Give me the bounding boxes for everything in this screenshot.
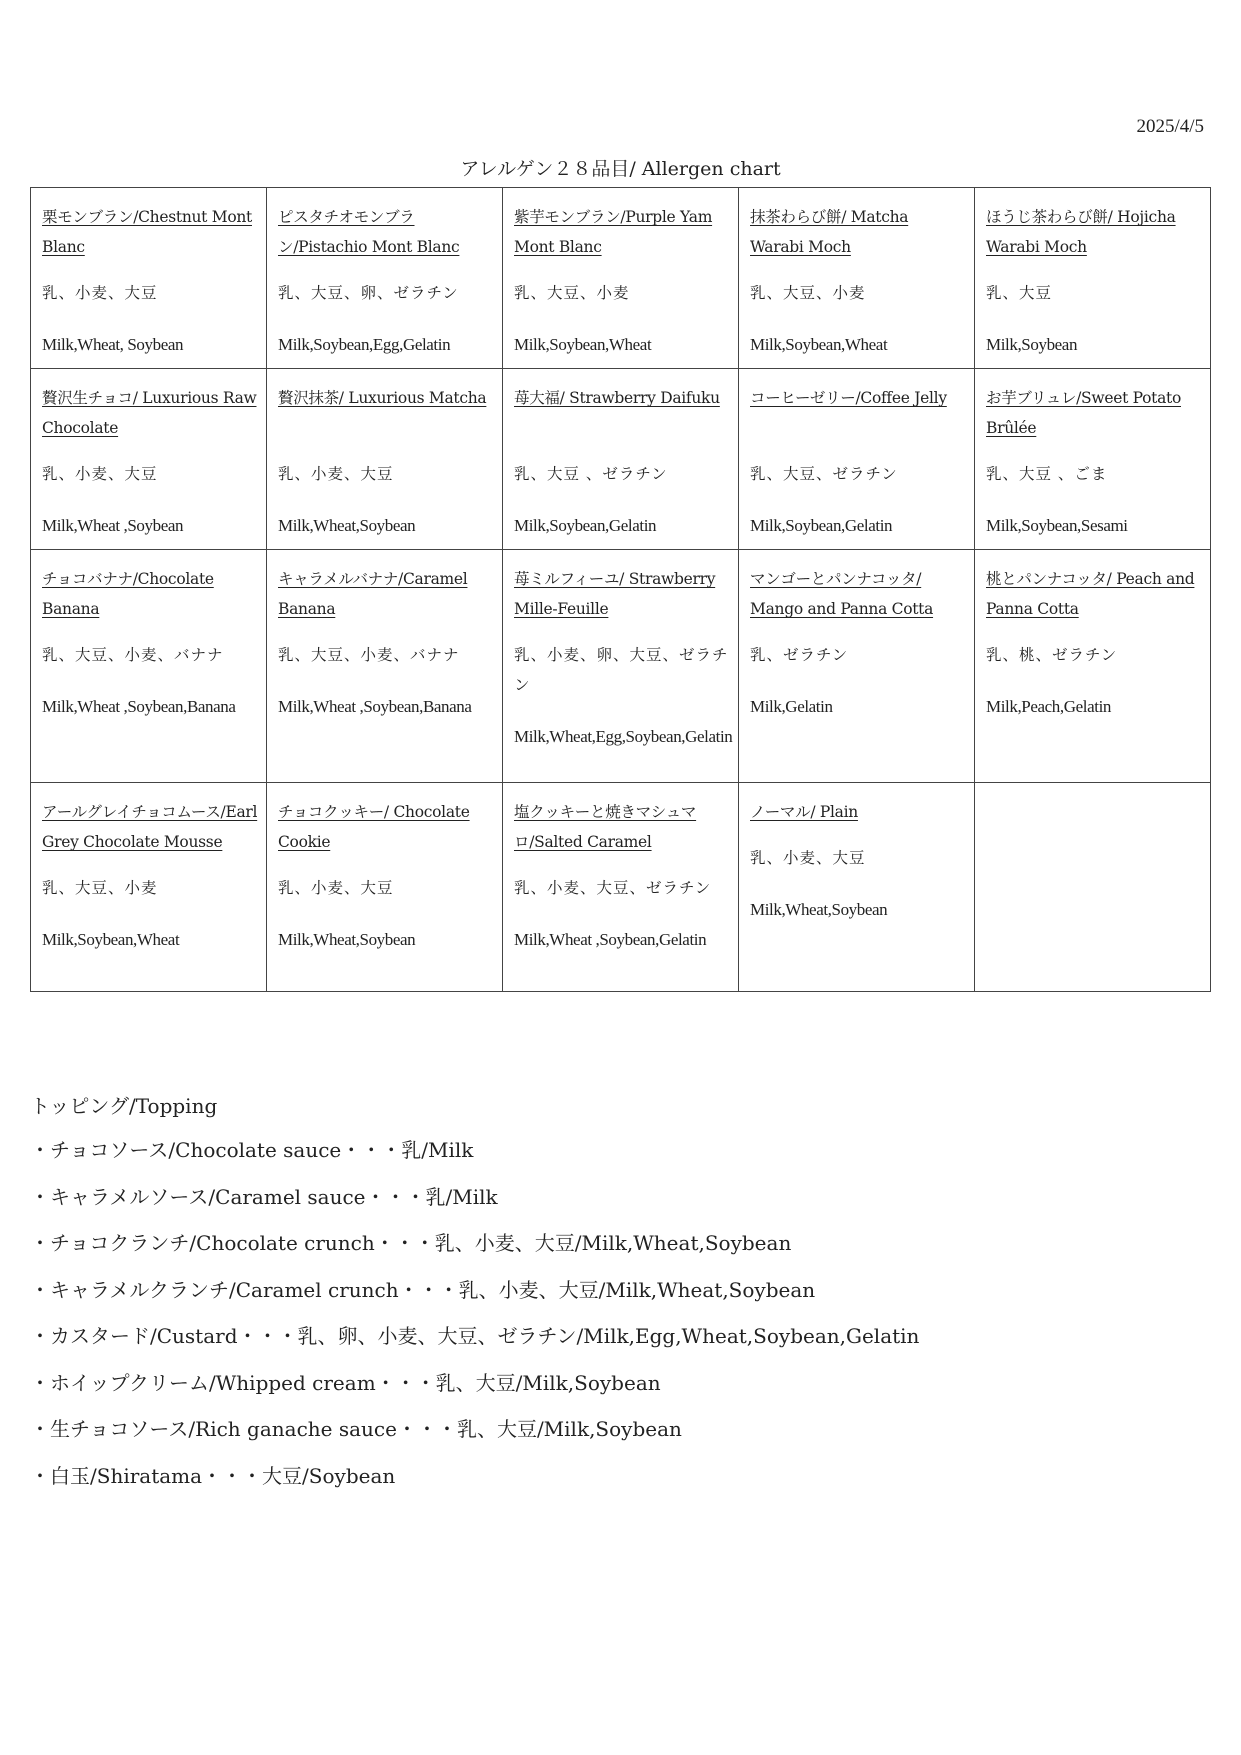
item-name: ほうじ茶わらび餅/ Hojicha Warabi Moch (986, 208, 1176, 256)
allergens-en: Milk,Soybean,Wheat (750, 335, 888, 354)
allergens-jp: 乳、ゼラチン (750, 646, 849, 664)
empty-cell (975, 783, 1211, 992)
item-name: キャラメルバナナ/Caramel Banana (278, 570, 468, 618)
item-name: チョコバナナ/Chocolate Banana (42, 570, 214, 618)
allergens-jp: 乳、大豆 、ごま (986, 465, 1108, 483)
table-row (31, 783, 1211, 992)
item-name: マンゴーとパンナコッタ/ Mango and Panna Cotta (750, 570, 934, 618)
topping-item: ・生チョコソース/Rich ganache sauce・・・乳、大豆/Milk,Soybean (30, 1417, 682, 1441)
table-cell (739, 369, 975, 550)
allergens-jp: 乳、大豆、小麦、バナナ (42, 646, 224, 664)
item-name: 苺大福/ Strawberry Daifuku (514, 389, 720, 407)
allergens-en: Milk,Soybean,Sesami (986, 516, 1128, 535)
topping-item: ・カスタード/Custard・・・乳、卵、小麦、大豆、ゼラチン/Milk,Egg,Wheat,Soybean,Gelatin (30, 1324, 920, 1348)
table-cell (975, 188, 1211, 369)
allergens-jp: 乳、大豆 (986, 284, 1053, 302)
allergens-en: Milk,Wheat,Soybean (750, 900, 888, 919)
allergens-en: Milk,Soybean,Gelatin (750, 516, 893, 535)
allergens-en: Milk,Wheat,Egg,Soybean,Gelatin (514, 727, 733, 746)
table-cell (31, 369, 267, 550)
topping-section (30, 1090, 919, 1509)
allergens-jp: 乳、小麦、大豆 (42, 465, 158, 483)
topping-item: ・キャラメルソース/Caramel sauce・・・乳/Milk (30, 1184, 498, 1209)
allergen-table (30, 187, 1211, 992)
item-name: ピスタチオモンブラン/Pistachio Mont Blanc (278, 208, 460, 256)
table-cell (31, 783, 267, 992)
table-cell (503, 550, 739, 783)
table-cell (267, 369, 503, 550)
allergens-jp: 乳、大豆、小麦 (514, 284, 630, 302)
allergens-jp: 乳、大豆、小麦 (750, 284, 866, 302)
allergens-jp: 乳、大豆、卵、ゼラチン (278, 284, 459, 302)
table-cell (267, 188, 503, 369)
item-name: 苺ミルフィーユ/ Strawberry Mille-Feuille (514, 570, 716, 618)
allergens-en: Milk,Wheat, Soybean (42, 335, 184, 354)
allergens-en: Milk,Peach,Gelatin (986, 697, 1111, 716)
allergens-jp: 乳、小麦、大豆 (42, 284, 158, 302)
document-title: アレルゲン２８品目/ Allergen chart (460, 158, 781, 180)
table-cell (739, 550, 975, 783)
table-cell (503, 369, 739, 550)
allergens-jp: 乳、桃、ゼラチン (986, 646, 1118, 664)
allergens-en: Milk,Soybean,Egg,Gelatin (278, 335, 451, 354)
topping-heading: トッピング/Topping (30, 1094, 218, 1118)
item-name: 紫芋モンブラン/Purple Yam Mont Blanc (514, 208, 713, 256)
item-name: 贅沢抹茶/ Luxurious Matcha (278, 389, 487, 407)
item-name: コーヒーゼリー/Coffee Jelly (750, 389, 947, 407)
allergens-en: Milk,Gelatin (750, 697, 833, 716)
allergens-jp: 乳、小麦、大豆 (278, 465, 394, 483)
table-cell (975, 550, 1211, 783)
table-cell (739, 188, 975, 369)
allergens-en: Milk,Wheat,Soybean (278, 930, 416, 949)
allergens-en: Milk,Wheat ,Soybean (42, 516, 184, 535)
table-row (31, 188, 1211, 369)
allergens-jp: 乳、小麦、大豆 (278, 879, 394, 897)
table-cell (267, 783, 503, 992)
table-cell (975, 369, 1211, 550)
allergens-jp: 乳、大豆、ゼラチン (750, 465, 898, 483)
item-name: アールグレイチョコムース/Earl Grey Chocolate Mousse (42, 803, 258, 851)
topping-item: ・チョコクランチ/Chocolate crunch・・・乳、小麦、大豆/Milk,Wheat,Soybean (30, 1231, 792, 1255)
allergens-jp: 乳、大豆、小麦、バナナ (278, 646, 460, 664)
table-cell (267, 550, 503, 783)
allergens-jp: 乳、大豆 、ゼラチン (514, 465, 668, 483)
table-row (31, 369, 1211, 550)
item-name: 栗モンブラン/Chestnut Mont Blanc (42, 208, 252, 256)
item-name: ノーマル/ Plain (750, 803, 858, 821)
table-row (31, 550, 1211, 783)
allergens-en: Milk,Wheat ,Soybean,Banana (278, 697, 472, 716)
topping-item: ・チョコソース/Chocolate sauce・・・乳/Milk (30, 1138, 474, 1162)
table-cell (739, 783, 975, 992)
allergens-en: Milk,Soybean,Wheat (42, 930, 180, 949)
item-name: 桃とパンナコッタ/ Peach and Panna Cotta (986, 570, 1195, 618)
document-date: 2025/4/5 (1136, 116, 1204, 137)
table-cell (31, 550, 267, 783)
allergens-en: Milk,Wheat ,Soybean,Gelatin (514, 930, 707, 949)
table-cell (503, 783, 739, 992)
topping-item: ・白玉/Shiratama・・・大豆/Soybean (30, 1463, 396, 1488)
allergens-jp: 乳、小麦、卵、大豆、ゼラチン (514, 646, 729, 694)
topping-item: ・キャラメルクランチ/Caramel crunch・・・乳、小麦、大豆/Milk,Wheat,Soybean (30, 1277, 816, 1302)
item-name: 塩クッキーと焼きマシュマロ/Salted Caramel (514, 803, 697, 851)
item-name: お芋ブリュレ/Sweet Potato Brûlée (986, 389, 1181, 437)
allergens-en: Milk,Soybean,Gelatin (514, 516, 657, 535)
allergens-en: Milk,Wheat ,Soybean,Banana (42, 697, 236, 716)
item-name: 贅沢生チョコ/ Luxurious Raw Chocolate (42, 389, 257, 437)
allergens-en: Milk,Wheat,Soybean (278, 516, 416, 535)
allergens-jp: 乳、小麦、大豆 (750, 849, 866, 867)
item-name: 抹茶わらび餅/ Matcha Warabi Moch (750, 208, 909, 256)
topping-item: ・ホイップクリーム/Whipped cream・・・乳、大豆/Milk,Soybean (30, 1370, 661, 1395)
table-cell (503, 188, 739, 369)
allergens-jp: 乳、小麦、大豆、ゼラチン (514, 879, 712, 897)
item-name: チョコクッキー/ Chocolate Cookie (278, 803, 470, 851)
allergens-en: Milk,Soybean (986, 335, 1078, 354)
table-cell (31, 188, 267, 369)
allergens-en: Milk,Soybean,Wheat (514, 335, 652, 354)
allergens-jp: 乳、大豆、小麦 (42, 879, 158, 897)
